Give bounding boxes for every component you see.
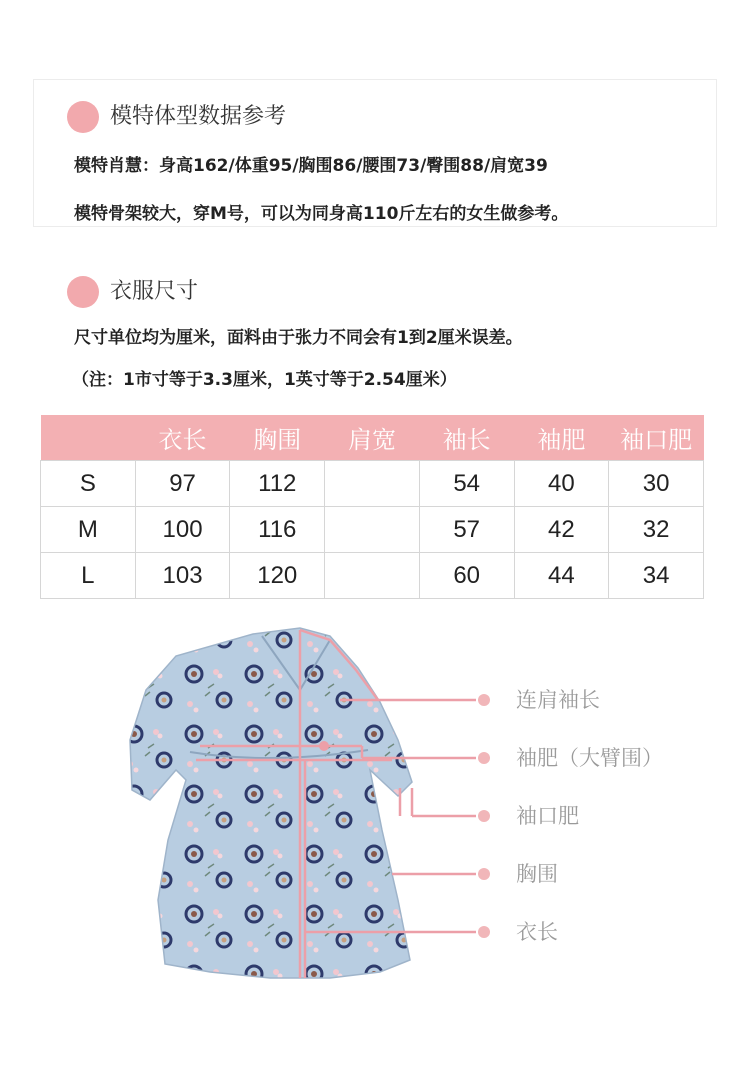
legend-dot-icon	[478, 752, 490, 764]
legend-dot-icon	[478, 926, 490, 938]
table-cell: 116	[230, 507, 325, 553]
table-cell: 44	[514, 553, 609, 599]
table-cell: 57	[419, 507, 514, 553]
table-cell: 120	[230, 553, 325, 599]
legend-label: 衣长	[516, 920, 558, 944]
table-cell: 100	[135, 507, 230, 553]
size-note: 尺寸单位均为厘米，面料由于张力不同会有1到2厘米误差。	[74, 328, 523, 348]
table-cell: 54	[419, 461, 514, 507]
table-cell: 30	[609, 461, 704, 507]
legend-label: 胸围	[516, 862, 558, 886]
size-section-title: 衣服尺寸	[110, 279, 199, 304]
dress-body	[130, 628, 412, 978]
table-cell: M	[41, 507, 136, 553]
header-length: 衣长	[135, 415, 230, 461]
table-cell: 103	[135, 553, 230, 599]
legend-dot-icon	[478, 868, 490, 880]
table-cell: S	[41, 461, 136, 507]
legend-label: 袖口肥	[516, 804, 579, 828]
model-stats: 模特肖慧：身高162/体重95/胸围86/腰围73/臀围88/肩宽39	[74, 156, 548, 176]
header-shoulder: 肩宽	[325, 415, 420, 461]
header-cuff-width: 袖口肥	[609, 415, 704, 461]
table-cell: 97	[135, 461, 230, 507]
table-cell: 34	[609, 553, 704, 599]
table-cell: L	[41, 553, 136, 599]
table-cell: 32	[609, 507, 704, 553]
model-section-title: 模特体型数据参考	[110, 104, 287, 129]
header-sleeve-width: 袖肥	[514, 415, 609, 461]
table-cell: 112	[230, 461, 325, 507]
unit-conversion-note: （注：1市寸等于3.3厘米，1英寸等于2.54厘米）	[72, 370, 457, 390]
legend-label: 袖肥（大臂围）	[516, 746, 663, 770]
legend-label: 连肩袖长	[516, 688, 600, 712]
model-advice: 模特骨架较大，穿M号，可以为同身高110斤左右的女生做参考。	[74, 204, 569, 224]
header-sleeve-length: 袖长	[419, 415, 514, 461]
table-cell: 40	[514, 461, 609, 507]
table-cell: 42	[514, 507, 609, 553]
measure-point-icon	[319, 741, 329, 751]
header-chest: 胸围	[230, 415, 325, 461]
legend-dot-icon	[478, 810, 490, 822]
table-cell: 60	[419, 553, 514, 599]
legend-dot-icon	[478, 694, 490, 706]
